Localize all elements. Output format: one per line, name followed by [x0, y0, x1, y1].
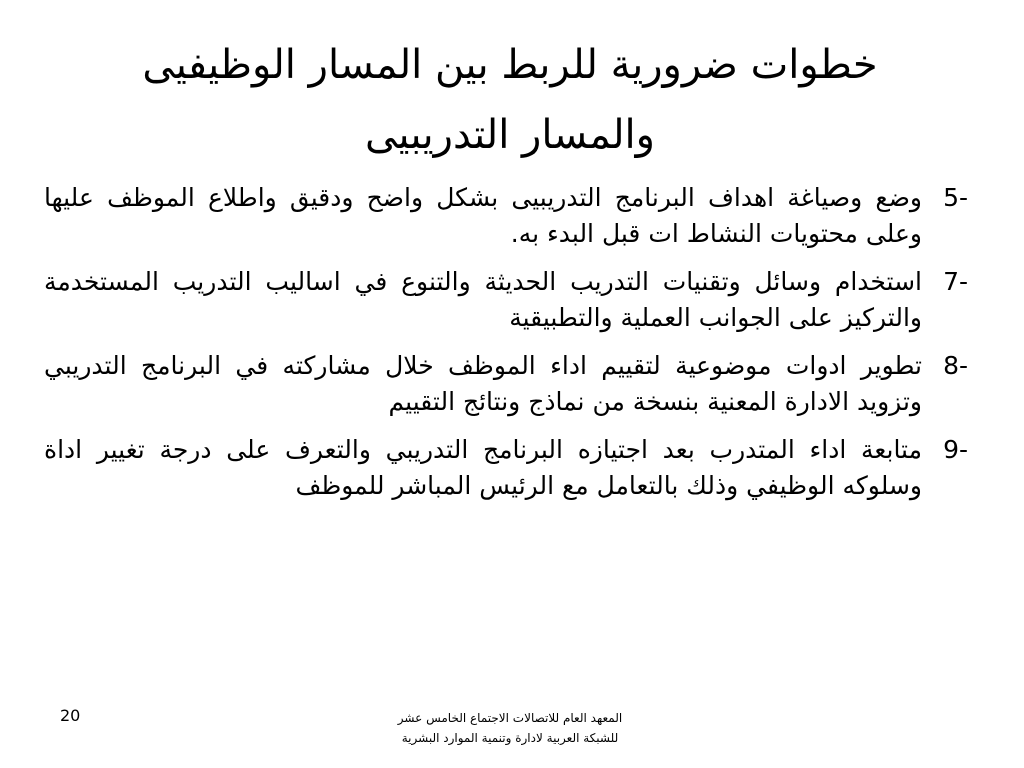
step-text: متابعة اداء المتدرب بعد اجتيازه البرنامج التدريبي والتعرف على درجة تغيير اداة وسلوكه الوظيفي وذلك بالتعامل مع الرئيس المباشر للموظف: [44, 435, 922, 500]
step-text: وضع وصياغة اهداف البرنامج التدريبيى بشكل واضح ودقيق واطلاع الموظف عليها وعلى محتويات النشاط ات قبل البدء به.: [44, 183, 922, 248]
step-number: -9: [943, 435, 968, 464]
slide-title-line-2: والمسار التدريبيى: [365, 112, 655, 158]
step-item-8: [44, 348, 968, 420]
slide-footer: [330, 708, 690, 748]
step-text: تطوير ادوات موضوعية لتقييم اداء الموظف خلال مشاركته في البرنامج التدريبي وتزويد الادارة المعنية بنسخة من نماذج ونتائج التقييم: [44, 351, 922, 416]
page-number: 20: [60, 706, 81, 725]
step-item-7: [44, 264, 968, 336]
footer-line-1: المعهد العام للاتصالات الاجتماع الخامس عشر: [397, 711, 623, 725]
step-number: -8: [943, 351, 968, 380]
step-number: -5: [943, 183, 968, 212]
slide-title: [50, 30, 970, 170]
step-text: استخدام وسائل وتقنيات التدريب الحديثة والتنوع في اساليب التدريب المستخدمة والتركيز على الجوانب العملية والتطبيقية: [44, 267, 922, 332]
step-number: -7: [943, 267, 968, 296]
steps-list: [44, 180, 968, 516]
step-item-5: [44, 180, 968, 252]
step-item-9: [44, 432, 968, 504]
footer-line-2: للشبكة العربية لادارة وتنمية الموارد البشرية: [401, 731, 619, 745]
slide-title-line-1: خطوات ضرورية للربط بين المسار الوظيفيى: [142, 42, 878, 88]
